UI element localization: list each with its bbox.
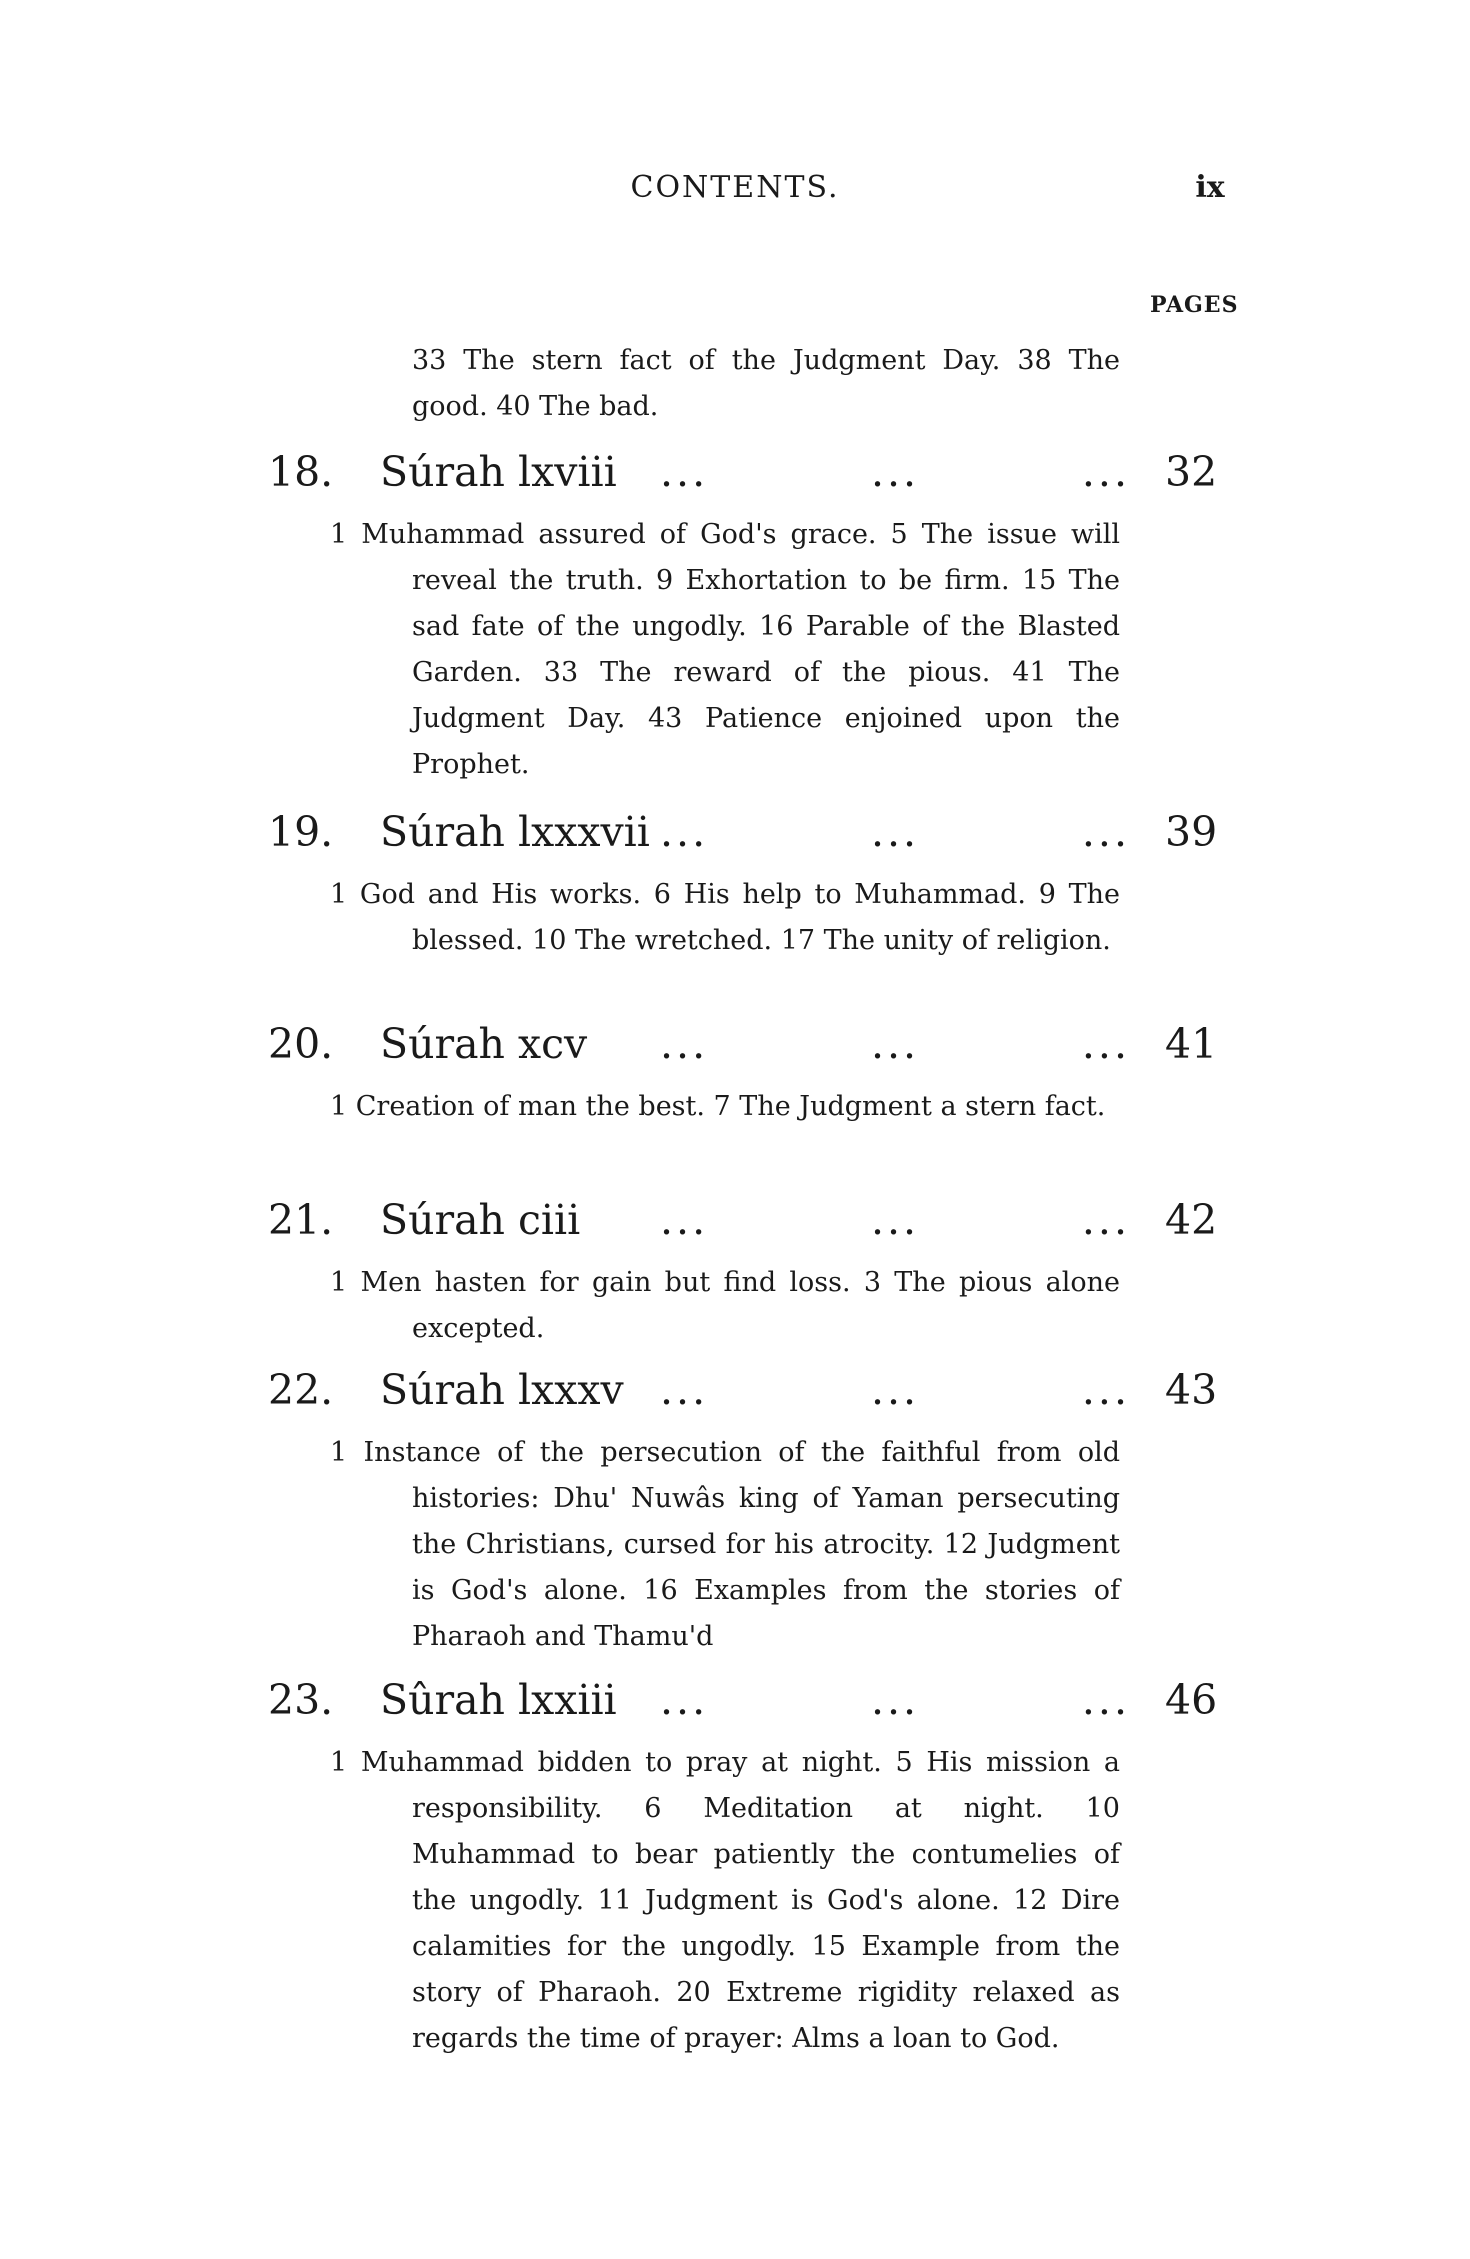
entry-description-text: 1 God and His works. 6 His help to Muhammad. 9 The blessed. 10 The wretched. 17 The unity of religion. xyxy=(330,879,1120,956)
leader-dot: ... xyxy=(870,448,920,496)
leader-dot: ... xyxy=(660,808,709,856)
entry-heading xyxy=(0,448,1470,504)
entry-page-number: 42 xyxy=(1165,1196,1218,1244)
entry-page-number: 32 xyxy=(1165,448,1218,496)
entry-heading xyxy=(0,1196,1470,1252)
leader-dots xyxy=(660,1676,1130,1724)
leader-dot: ... xyxy=(1081,1366,1130,1414)
entry-description-text: 1 Creation of man the best. 7 The Judgment a stern fact. xyxy=(330,1091,1106,1122)
leader-dot: ... xyxy=(660,1366,709,1414)
entry-title: Súrah lxxxv xyxy=(380,1366,624,1414)
entry-description-text: 1 Muhammad bidden to pray at night. 5 His mission a responsibility. 6 Meditation at night. 10 Muhammad to bear patiently the contumelies of the ungodly. 11 Judgment is God's alone. 12 Dire calamities for the ungodly. 15 Example from the story of Pharaoh. 20 Extreme rigidity relaxed as regards the time of prayer: Alms a loan to God. xyxy=(330,1747,1120,2054)
leader-dots xyxy=(660,808,1130,856)
entry-heading xyxy=(0,1676,1470,1732)
entry-description xyxy=(330,512,1120,788)
running-title: CONTENTS. xyxy=(630,170,840,205)
leader-dot: ... xyxy=(1081,808,1130,856)
entry-description xyxy=(330,1084,1120,1130)
leader-dot: ... xyxy=(870,1020,920,1068)
entry-number: 18. xyxy=(268,448,334,496)
entry-heading xyxy=(0,808,1470,864)
leader-dot: ... xyxy=(660,1020,709,1068)
entry-description-text: 1 Instance of the persecution of the faithful from old histories: Dhu' Nuwâs king of Yaman persecuting the Christians, cursed for his atrocity. 12 Judgment is God's alone. 16 Examples from the stories of Pharaoh and Thamu'd xyxy=(330,1437,1120,1652)
leader-dots xyxy=(660,1196,1130,1244)
entry-description xyxy=(330,1740,1120,2062)
entry-page-number: 41 xyxy=(1165,1020,1218,1068)
entry-heading xyxy=(0,1020,1470,1076)
continuation-description: 33 The stern fact of the Judgment Day. 38 The good. 40 The bad. xyxy=(412,345,1120,422)
entry-title: Súrah xcv xyxy=(380,1020,588,1068)
leader-dot: ... xyxy=(1081,1020,1130,1068)
page-number: ix xyxy=(1195,170,1225,205)
entry-description xyxy=(330,872,1120,964)
entry-page-number: 43 xyxy=(1165,1366,1218,1414)
toc-entry xyxy=(0,1196,1470,1352)
toc-entry xyxy=(0,1676,1470,2062)
entry-description xyxy=(330,1430,1120,1660)
leader-dot: ... xyxy=(870,1366,920,1414)
entry-description xyxy=(330,1260,1120,1352)
entry-title: Sûrah lxxiii xyxy=(380,1676,617,1724)
entry-page-number: 46 xyxy=(1165,1676,1218,1724)
leader-dot: ... xyxy=(1081,1676,1130,1724)
entry-title: Súrah lxxxvii xyxy=(380,808,650,856)
entry-page-number: 39 xyxy=(1165,808,1218,856)
toc-entry xyxy=(0,808,1470,964)
toc-entry xyxy=(0,448,1470,788)
toc-entry xyxy=(0,1366,1470,1660)
entry-number: 21. xyxy=(268,1196,334,1244)
leader-dot: ... xyxy=(660,448,709,496)
leader-dots xyxy=(660,1020,1130,1068)
toc-entry xyxy=(0,1020,1470,1130)
leader-dot: ... xyxy=(870,808,920,856)
leader-dot: ... xyxy=(660,1676,709,1724)
entry-description-text: 1 Muhammad assured of God's grace. 5 The issue will reveal the truth. 9 Exhortation to be firm. 15 The sad fate of the ungodly. 16 Parable of the Blasted Garden. 33 The reward of the pious. 41 The Judgment Day. 43 Patience enjoined upon the Prophet. xyxy=(330,519,1120,780)
entry-number: 23. xyxy=(268,1676,334,1724)
leader-dot: ... xyxy=(660,1196,709,1244)
leader-dot: ... xyxy=(1081,1196,1130,1244)
entry-number: 20. xyxy=(268,1020,334,1068)
pages-column-heading: PAGES xyxy=(1150,292,1239,318)
leader-dot: ... xyxy=(870,1676,920,1724)
leader-dot: ... xyxy=(1081,448,1130,496)
entry-number: 19. xyxy=(268,808,334,856)
entry-description-text: 1 Men hasten for gain but find loss. 3 The pious alone excepted. xyxy=(330,1267,1120,1344)
entry-heading xyxy=(0,1366,1470,1422)
leader-dots xyxy=(660,448,1130,496)
leader-dot: ... xyxy=(870,1196,920,1244)
entry-title: Súrah lxviii xyxy=(380,448,617,496)
entry-number: 22. xyxy=(268,1366,334,1414)
entry-title: Súrah ciii xyxy=(380,1196,581,1244)
leader-dots xyxy=(660,1366,1130,1414)
